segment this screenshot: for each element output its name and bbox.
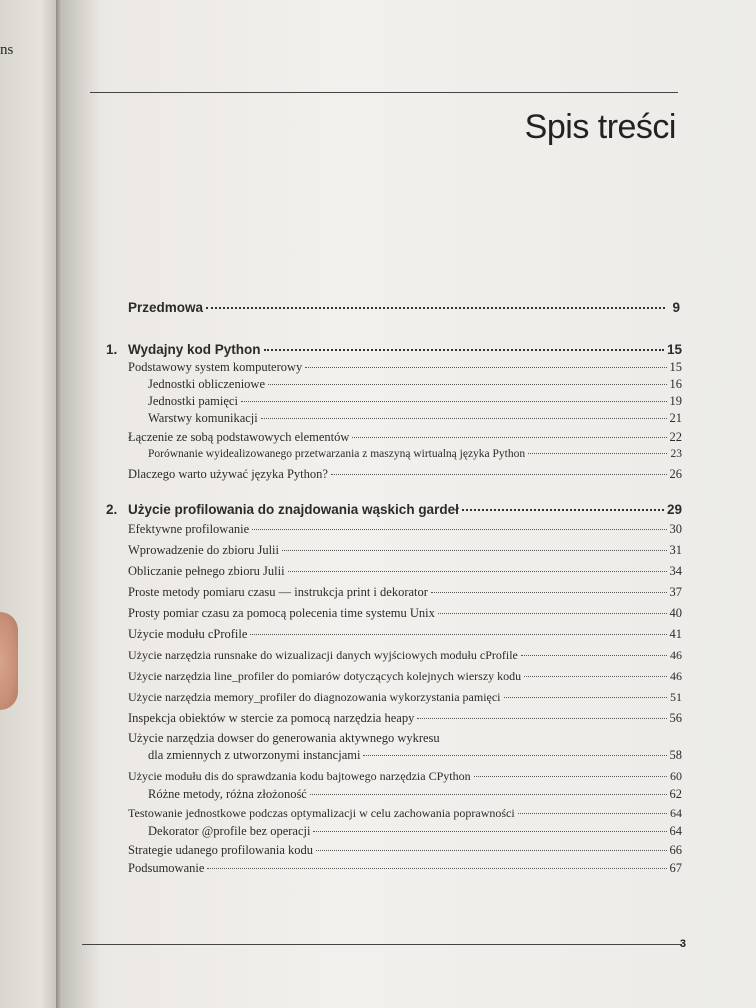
- leader-dots: [261, 418, 667, 419]
- leader-dots: [252, 529, 666, 530]
- toc-entry-title: Różne metody, różna złożoność: [148, 787, 307, 801]
- toc-entry-title: Dekorator @profile bez operacji: [148, 824, 311, 838]
- toc-entry-page: 15: [669, 360, 682, 374]
- toc-entry: [148, 448, 682, 460]
- toc-entry-title: Użycie narzędzia dowser do generowania aktywnego wykresu: [128, 731, 440, 745]
- page-number: 3: [679, 938, 686, 950]
- toc-entry: [106, 502, 682, 517]
- toc-entry-title: Użycie narzędzia line_profiler do pomiarów dotyczących kolejnych wierszy kodu: [128, 669, 522, 683]
- toc-entry-title: Przedmowa: [128, 300, 204, 315]
- toc-entry-page: 31: [669, 543, 682, 557]
- toc-entry: [128, 806, 682, 821]
- page-title: Spis treści: [524, 108, 676, 146]
- toc-entry: [148, 748, 682, 763]
- toc-entry-page: 22: [669, 430, 682, 444]
- finger: [0, 612, 18, 710]
- toc-entry-page: 66: [669, 843, 682, 857]
- toc-entry: [128, 585, 682, 600]
- toc-entry-title: Warstwy komunikacji: [148, 411, 258, 425]
- toc-entry-title: Użycie profilowania do znajdowania wąskich gardeł: [128, 502, 459, 517]
- toc-entry-page: 64: [669, 824, 682, 838]
- leader-dots: [417, 718, 666, 719]
- toc-entry-title: Użycie narzędzia runsnake do wizualizacji danych wyjściowych modułu cProfile: [128, 648, 518, 662]
- toc-entry-page: 64: [670, 806, 682, 820]
- toc-entry-page: 46: [670, 669, 682, 683]
- leader-dots: [313, 831, 666, 832]
- toc-entry-page: 58: [669, 748, 682, 762]
- toc-entry-title: Wydajny kod Python: [128, 342, 261, 357]
- toc-entry: [128, 648, 682, 663]
- toc-entry: [106, 342, 682, 357]
- toc-entry-title: Użycie narzędzia memory_profiler do diagnozowania wykorzystania pamięci: [128, 690, 501, 704]
- leader-dots: [521, 655, 667, 656]
- leader-dots: [462, 509, 664, 511]
- toc-entry-page: 16: [669, 377, 682, 391]
- leader-dots: [206, 307, 665, 309]
- toc-entry-title: Porównanie wyidealizowanego przetwarzania z maszyną wirtualną języka Python: [148, 448, 526, 460]
- toc-entry-page: 19: [669, 394, 682, 408]
- toc-entry: [148, 787, 682, 802]
- toc-entry: [128, 522, 682, 537]
- toc-entry: [128, 627, 682, 642]
- toc-entry-page: 40: [669, 606, 682, 620]
- toc-entry-title: Jednostki obliczeniowe: [148, 377, 265, 391]
- toc-entry-page: 29: [666, 502, 682, 517]
- toc-entry: [128, 731, 682, 746]
- leader-dots: [250, 634, 666, 635]
- toc-entry-title: dla zmiennych z utworzonymi instancjami: [148, 748, 361, 762]
- toc-entry-title: Obliczanie pełnego zbioru Julii: [128, 564, 285, 578]
- toc-entry-title: Proste metody pomiaru czasu — instrukcja print i dekorator: [128, 585, 428, 599]
- leader-dots: [316, 850, 666, 851]
- toc-entry-title: Dlaczego warto używać języka Python?: [128, 467, 328, 481]
- toc-entry-title: Łączenie ze sobą podstawowych elementów: [128, 430, 350, 444]
- toc-entry: [128, 769, 682, 784]
- toc-entry-page: 21: [669, 411, 682, 425]
- toc-entry-page: 34: [669, 564, 682, 578]
- toc-entry: [128, 606, 682, 621]
- leader-dots: [288, 571, 667, 572]
- toc-entry-page: 30: [669, 522, 682, 536]
- toc-entry-title: Efektywne profilowanie: [128, 522, 250, 536]
- toc-entry-page: 15: [666, 342, 682, 357]
- toc-entry: [148, 377, 682, 392]
- toc-entry-page: 51: [670, 690, 682, 704]
- leader-dots: [363, 755, 666, 756]
- toc-entry-title: Użycie modułu cProfile: [128, 627, 248, 641]
- toc-entry-title: Prosty pomiar czasu za pomocą polecenia time systemu Unix: [128, 606, 435, 620]
- leader-dots: [264, 349, 664, 351]
- book-spine: [56, 0, 62, 1008]
- leader-dots: [524, 676, 667, 677]
- toc-entry-page: 37: [669, 585, 682, 599]
- footer-rule: [82, 944, 682, 945]
- toc-entry-page: 26: [669, 467, 682, 481]
- toc-entry-title: Wprowadzenie do zbioru Julii: [128, 543, 279, 557]
- toc-entry-title: Podstawowy system komputerowy: [128, 360, 303, 374]
- toc-entry-title: Podsumowanie: [128, 861, 205, 875]
- toc-entry: [128, 690, 682, 705]
- toc-entry-page: 56: [669, 711, 682, 725]
- toc-entry: [128, 300, 680, 315]
- toc-entry: [128, 467, 682, 482]
- toc-entry-title: Użycie modułu dis do sprawdzania kodu bajtowego narzędzia CPython: [128, 769, 471, 783]
- chapter-number: 1.: [106, 342, 118, 357]
- leader-dots: [310, 794, 667, 795]
- toc-entry-page: 46: [670, 648, 682, 662]
- toc-entry: [148, 824, 682, 839]
- toc-entry-title: Strategie udanego profilowania kodu: [128, 843, 314, 857]
- toc-entry-page: 41: [669, 627, 682, 641]
- left-page-text: ns: [0, 42, 14, 58]
- toc-entry-title: Inspekcja obiektów w stercie za pomocą narzędzia heapy: [128, 711, 415, 725]
- toc-entry: [128, 360, 682, 375]
- toc-entry-page: 23: [670, 448, 682, 460]
- leader-dots: [282, 550, 667, 551]
- toc-entry: [128, 861, 682, 876]
- toc-entry: [128, 430, 682, 445]
- book-page: [60, 0, 756, 1008]
- toc-entry-page: 67: [669, 861, 682, 875]
- leader-dots: [518, 813, 667, 814]
- toc-entry-title: Jednostki pamięci: [148, 394, 238, 408]
- toc-entry: [128, 564, 682, 579]
- leader-dots: [331, 474, 667, 475]
- leader-dots: [268, 384, 667, 385]
- leader-dots: [241, 401, 667, 402]
- leader-dots: [431, 592, 667, 593]
- chapter-number: 2.: [106, 502, 118, 517]
- table-of-contents: [60, 0, 756, 1008]
- leader-dots: [207, 868, 666, 869]
- toc-entry-page: 9: [672, 300, 680, 315]
- leader-dots: [528, 453, 667, 454]
- toc-entry: [128, 543, 682, 558]
- leader-dots: [438, 613, 667, 614]
- toc-entry-page: 60: [670, 769, 682, 783]
- leader-dots: [474, 776, 667, 777]
- left-page-edge: [0, 0, 58, 1008]
- toc-entry: [148, 411, 682, 426]
- toc-entry: [148, 394, 682, 409]
- leader-dots: [504, 697, 667, 698]
- toc-entry-title: Testowanie jednostkowe podczas optymalizacji w celu zachowania poprawności: [128, 806, 515, 820]
- toc-entry-page: 62: [669, 787, 682, 801]
- toc-entry: [128, 711, 682, 726]
- toc-entry: [128, 669, 682, 684]
- toc-entry: [128, 843, 682, 858]
- leader-dots: [352, 437, 666, 438]
- leader-dots: [305, 367, 666, 368]
